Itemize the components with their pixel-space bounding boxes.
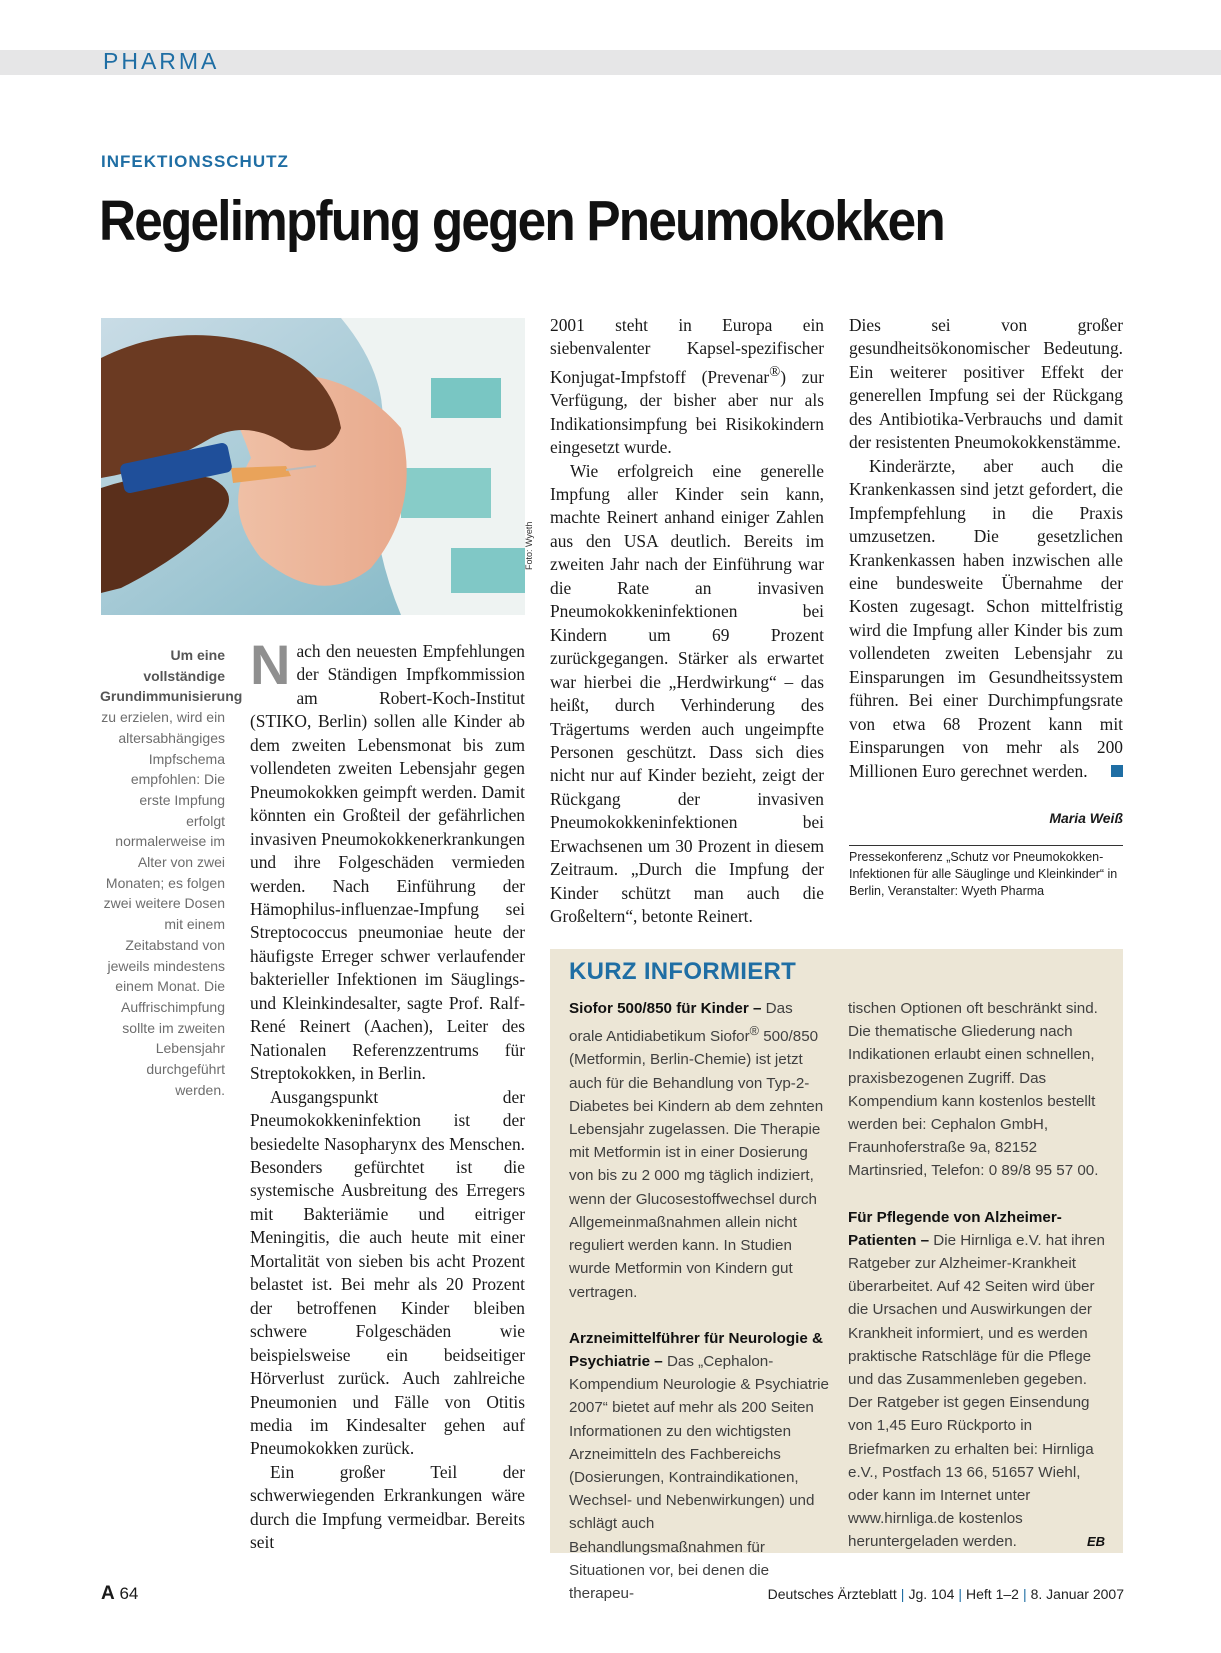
page-number-value: 64 [119, 1584, 139, 1603]
news-item-text: Das „Cephalon-Kompendium Neurologie & Psychiatrie 2007“ bietet auf mehr als 200 Seiten Informationen zu den wichtigsten Arzneimitteln des Fachbereichs (Dosierungen, Kontraindikationen, Wechsel- und Nebenwirkungen) und schlägt auch Behandlungsmaßnahmen für Situationen vor, bei denen die therapeu- [569, 1352, 830, 1602]
paragraph-text: Kinderärzte, aber auch die Krankenkassen sind jetzt gefordert, die Impfempfehlung in die Praxis umzusetzen. Die gesetzlichen Krankenkassen haben inzwischen alle eine bundesweite Übernahme der Kosten zugesagt. Schon mittelfristig wird die Impfung aller Kinder bis zum vollendeten zweiten Lebensjahr zu Einsparungen im Gesundheitssystem führen. Bei einer Durchimpfungsrate von etwa 68 Prozent kann mit Einsparungen von mehr als 200 Millionen Euro gerechnet werden. [849, 455, 1123, 781]
caption-text: zu erzielen, wird ein altersabhängiges Impfschema empfohlen: Die erste Impfung erfolgt normalerweise im Alter von zwei Monaten; es folgen zwei weitere Dosen mit einem Zeitabstand von jeweils mindestens einem Monat. Die Auffrischimpfung sollte im zweiten Lebensjahr durchgeführt werden. [101, 709, 225, 1098]
vaccination-illustration [101, 318, 525, 615]
info-box-column-2 [848, 997, 1105, 1577]
box-signature: EB [1086, 1534, 1105, 1550]
info-box-column-1 [569, 997, 829, 1628]
paragraph-text: 2001 steht in Europa ein siebenvalenter Kapsel-spezifischer Konjugat-Impfstoff (Prevenar [550, 315, 824, 387]
separator: | [958, 1586, 963, 1602]
article-column-2 [550, 314, 824, 929]
end-mark [1111, 765, 1123, 777]
registered-mark: ® [769, 363, 781, 380]
separator: | [1022, 1586, 1027, 1602]
article-author: Maria Weiß [1049, 810, 1123, 826]
article-source: Pressekonferenz „Schutz vor Pneumokokken-Infektionen für alle Säuglinge und Kleinkinder“ in Berlin, Veranstalter: Wyeth Pharma [849, 850, 1118, 898]
divider [849, 845, 1123, 846]
news-item-heading: Für Pflegende von Alzheimer-Patienten – [848, 1208, 1062, 1249]
news-item [569, 1327, 829, 1605]
news-item-continued: tischen Optionen oft beschränkt sind. Die thematische Gliederung nach Indikationen erlaubt einen schnellen, praxisbezogenen Zugriff. Das Kompendium kann kostenlos bestellt werden bei: Cephalon GmbH, Fraunhoferstraße 9a, 82152 Martinsried, Telefon: 0 89/8 95 57 00. [848, 1000, 1099, 1180]
news-item-text: Die Hirnliga e.V. hat ihren Ratgeber zur Alzheimer-Krankheit überarbeitet. Auf 42 Seiten wird über die Ursachen und Auswirkungen der Krankheit informiert, und es werden praktische Ratschläge für die Pflege und das Zusammenleben gegeben. Der Ratgeber ist gegen Einsendung von 1,45 Euro Rückporto in Briefmarken zu erhalten bei: Hirnliga e.V., Postfach 13 66, 51657 Wiehl, oder kann im Internet unter www.hirnliga.de kostenlos heruntergeladen werden. [848, 1231, 1105, 1551]
journal-volume: Jg. 104 [908, 1586, 955, 1602]
drop-cap: N [250, 633, 291, 696]
paragraph [250, 633, 525, 1086]
paragraph: Dies sei von großer gesundheitsökonomischer Bedeutung. Ein weiterer positiver Effekt der generellen Impfung sei der Rückgang des Antibiotika-Verbrauchs und damit der resistenten Pneumokokkenstämme. [849, 315, 1123, 453]
registered-mark: ® [749, 1024, 759, 1039]
journal-footer [768, 1586, 1124, 1602]
page-letter: A [101, 1583, 115, 1604]
paragraph: Wie erfolgreich eine generelle Impfung aller Kinder sein kann, machte Reinert anhand einiger Zahlen aus den USA deutlich. Bereits im zweiten Jahr nach der Einführung war die Rate an invasiven Pneumokokkeninfektionen bei Kindern um 69 Prozent zurückgegangen. Stärker als erwartet war hierbei die „Herdwirkung“ – das heißt, durch Verhinderung des Trägertums werden auch ungeimpfte Personen geschützt. Dass sich dies nicht nur auf Kinder bezieht, zeigt der Rückgang der invasiven Pneumokokkeninfektionen bei Erwachsenen um 30 Prozent in diesem Zeitraum. „Durch die Impfung der Kinder schützt man auch die Großeltern“, betonte Reinert. [550, 460, 824, 927]
article-column-1 [250, 633, 525, 1555]
article-column-3 [849, 314, 1123, 783]
photo-caption [100, 645, 243, 1100]
news-item-heading: Arzneimittelführer für Neurologie & Psychiatrie – [569, 1329, 823, 1370]
paragraph [849, 455, 1123, 783]
paragraph: Ein großer Teil der schwerwiegenden Erkrankungen wäre durch die Impfung vermeidbar. Bereits seit [250, 1461, 525, 1553]
paragraph [550, 314, 824, 460]
journal-date: 8. Januar 2007 [1030, 1586, 1124, 1602]
news-item [569, 997, 829, 1304]
journal-issue: Heft 1–2 [966, 1586, 1019, 1602]
news-item-text: Das orale Antidiabetikum Siofor [569, 1000, 793, 1046]
news-item-heading: Siofor 500/850 für Kinder – [569, 1000, 762, 1017]
news-item [848, 1206, 1105, 1554]
journal-name: Deutsches Ärzteblatt [767, 1586, 897, 1602]
paragraph: Ausgangspunkt der Pneumokokkeninfektion ist der besiedelte Nasopharynx des Menschen. Besonders gefürchtet ist die systemische Ausbreitung des Erregers mit Bakteriämie und eitriger Meningitis, die auch heute mit einer Mortalität von sieben bis acht Prozent belastet ist. Bei mehr als 20 Prozent der betroffenen Kinder bleiben schwere Folgeschäden wie beispielsweise ein beidseitiger Hörverlust zurück. Auch zahlreiche Pneumonien und Fälle von Otitis media im Kindesalter gehen auf Pneumokokken zurück. [250, 1086, 525, 1459]
section-label: PHARMA [103, 48, 220, 74]
article-headline: Regelimpfung gegen Pneumokokken [99, 189, 944, 253]
news-item-text: 500/850 (Metformin, Berlin-Chemie) ist jetzt auch für die Behandlung von Typ-2-Diabetes bei Kindern ab dem zehnten Lebensjahr zugelassen. Die Therapie mit Metformin ist in einer Dosierung von bis zu 2 000 mg täglich indiziert, wenn der Glucosestoffwechsel durch Allgemeinmaßnahmen allein nicht reguliert werden kann. In Studien wurde Metformin von Kindern gut vertragen. [569, 1028, 824, 1301]
page-number [101, 1583, 138, 1605]
caption-lead: Um eine vollständige Grundimmunisierung [100, 647, 243, 705]
info-box-title: KURZ INFORMIERT [569, 958, 797, 985]
article-photo [101, 318, 525, 615]
article-kicker: INFEKTIONSSCHUTZ [101, 152, 289, 171]
separator: | [900, 1586, 905, 1602]
paragraph-text: ) zur Verfügung, der bisher aber nur als Indikationsimpfung bei Risikokindern eingesetzt wurde. [550, 366, 824, 458]
photo-credit: Foto: Wyeth [524, 521, 534, 570]
paragraph-text: ach den neuesten Empfehlungen der Ständigen Impfkommission am Robert-Koch-Institut (STIKO, Berlin) sollen alle Kinder ab dem zweiten Lebensmonat bis zum vollendeten zweiten Lebensjahr gegen Pneumokokken geimpft werden. Damit könnten ein Großteil der gefährlichen invasiven Pneumokokkenerkrankungen und ihre Folgeschäden vermieden werden. Nach Einführung der Hämophilus-influenzae-Impfung sei Streptococcus pneumoniae heute der häufigste Erreger schwer verlaufender bakterieller Infektionen im Säuglings- und Kleinkindesalter, sagte Prof. Ralf-René Reinert (Aachen), Leiter des Nationalen Referenzzentrums für Streptokokken, in Berlin. [250, 641, 525, 1084]
